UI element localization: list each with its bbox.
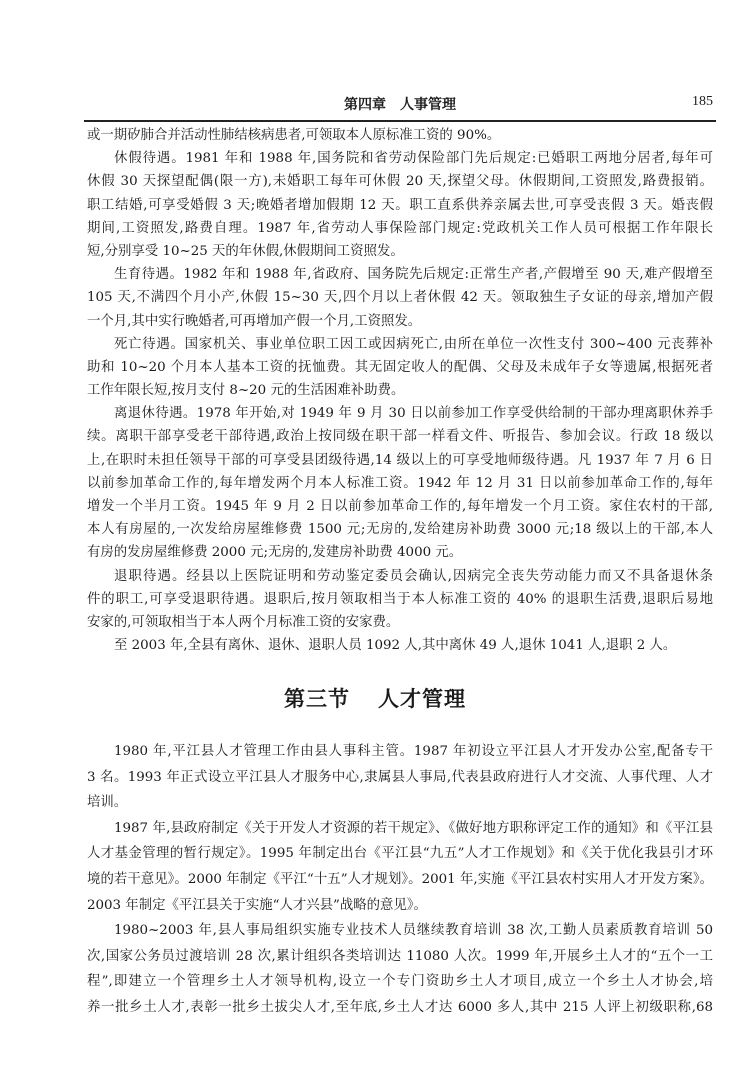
text-line: 件的职工,可享受退职待遇。退职后,按月领取相当于本人标准工资的 40% 的退职生活费,退职后易地 [87,591,713,607]
text-line: 安家的,可领取相当于本人两个月标准工资的安家费。 [87,614,400,630]
paragraph [87,634,713,657]
text-line: 期间,工资照发,路费自理。1987 年,省劳动人事保险部门规定:党政机关工作人员可根据工作年限长 [87,220,713,236]
text-line: 休假待遇。1981 年和 1988 年,国务院和省劳动保险部门先后规定:已婚职工两地分居者,每年可 [114,151,713,167]
text-line: 休假 30 天探望配偶(限一方),未婚职工每年可休假 20 天,探望父母。休假期间,工资照发,路费报销。 [87,174,713,190]
chapter-title: 第四章 人事管理 [344,97,456,113]
paragraph [87,333,713,403]
paragraph [87,739,713,816]
text-line: 或一期矽肺合并活动性肺结核病患者,可领取本人原标准工资的 90%。 [87,128,501,143]
text-line: 本人有房屋的,一次发给房屋维修费 1500 元;无房的,发给建房补助费 3000 元;18 级以上的干部,本人 [87,522,713,538]
paragraph [87,565,713,635]
text-line: 境的若干意见》。2000 年制定《平江“十五”人才规划》。2001 年,实施《平江县农村实用人才开发方案》。 [87,871,713,887]
text-line: 一个月,其中实行晚婚者,可再增加产假一个月,工资照发。 [87,313,422,329]
text-line: 养一批乡土人才,表彰一批乡土拔尖人才,至年底,乡土人才达 6000 多人,其中 215 人评上初级职称,68 [87,999,713,1015]
text-line: 工作年限长短,按月支付 8~20 元的生活困难补助费。 [87,383,405,399]
text-line: 1980~2003 年,县人事局组织实施专业技术人员继续教育培训 38 次,工勤人员素质教育培训 50 [114,923,713,939]
paragraph [87,263,713,333]
text-line: 短,分别享受 10~25 天的年休假,休假期间工资照发。 [87,243,404,259]
paragraph [87,918,713,1020]
text-line: 至 2003 年,全县有离休、退休、退职人员 1092 人,其中离休 49 人,退休 1041 人,退职 2 人。 [114,638,677,654]
text-line: 职工结婚,可享受婚假 3 天;晚婚者增加假期 12 天。职工直系供养亲属去世,可享受丧假 3 天。婚丧假 [87,197,713,213]
paragraph [87,147,713,263]
text-line: 以前参加革命工作的,每年增发两个月本人标准工资。1942 年 12 月 31 日以前参加革命工作的,每年 [87,475,713,491]
text-line: 次,国家公务员过渡培训 28 次,累计组织各类培训达 11080 人次。1999 年,开展乡土人才的“五个一工 [87,948,713,964]
header-rule [84,120,716,122]
page-number: 185 [692,94,713,109]
text-line: 人才基金管理的暂行规定》。1995 年制定出台《平江县“九五”人才工作规划》和《关于优化我县引才环 [87,846,713,862]
text-line: 助和 10~20 个月本人基本工资的抚恤费。其无固定收人的配偶、父母及未成年子女等遗属,根据死者 [87,359,713,375]
text-line: 死亡待遇。国家机关、事业单位职工因工或因病死亡,由所在单位一次性支付 300~400 元丧葬补 [114,336,713,352]
text-line: 退职待遇。经县以上医院证明和劳动鉴定委员会确认,因病完全丧失劳动能力而又不具备退休条 [114,568,713,584]
body-text-part2 [87,739,713,1021]
text-line: 1980 年,平江县人才管理工作由县人事科主管。1987 年初设立平江县人才开发办公室,配备专干 [114,744,713,759]
text-line: 2003 年制定《平江县关于实施“人才兴县”战略的意见》。 [87,897,427,913]
text-line: 有房的发房屋维修费 2000 元;无房的,发建房补助费 4000 元。 [87,545,463,561]
text-line: 培训。 [87,795,128,811]
text-line: 离退休待遇。1978 年开始,对 1949 年 9 月 30 日以前参加工作享受供给制的干部办理离职休养手 [114,406,713,422]
paragraph [87,402,713,564]
paragraph [87,816,713,918]
text-line: 3 名。1993 年正式设立平江县人才服务中心,隶属县人事局,代表县政府进行人才交流、人事代理、人才 [87,769,713,785]
text-line: 生育待遇。1982 年和 1988 年,省政府、国务院先后规定:正常生产者,产假增至 90 天,难产假增至 [114,267,713,283]
body-text-part1 [87,124,713,657]
text-line: 1987 年,县政府制定《关于开发人才资源的若干规定》、《做好地方职称评定工作的通知》和《平江县 [114,820,713,836]
section-title [0,684,750,714]
section-name: 人才管理 [378,687,466,711]
text-line: 增发一个半月工资。1945 年 9 月 2 日以前参加革命工作的,每年增发一个月工资。家住农村的干部, [87,499,713,514]
text-line: 程”,即建立一个管理乡土人才领导机构,设立一个专门资助乡土人才项目,成立一个乡土人才协会,培 [87,974,713,990]
text-line: 续。离职干部享受老干部待遇,政治上按同级在职干部一样看文件、听报告、参加会议。行政 18 级以 [87,429,713,445]
section-number: 第三节 [284,687,350,711]
running-header [87,92,713,116]
paragraph [87,124,713,147]
text-line: 上,在职时未担任领导干部的可享受县团级待遇,14 级以上的可享受地师级待遇。凡 1937 年 7 月 6 日 [87,452,713,468]
text-line: 105 天,不满四个月小产,休假 15~30 天,四个月以上者休假 42 天。领取独生子女证的母亲,增加产假 [87,290,713,306]
